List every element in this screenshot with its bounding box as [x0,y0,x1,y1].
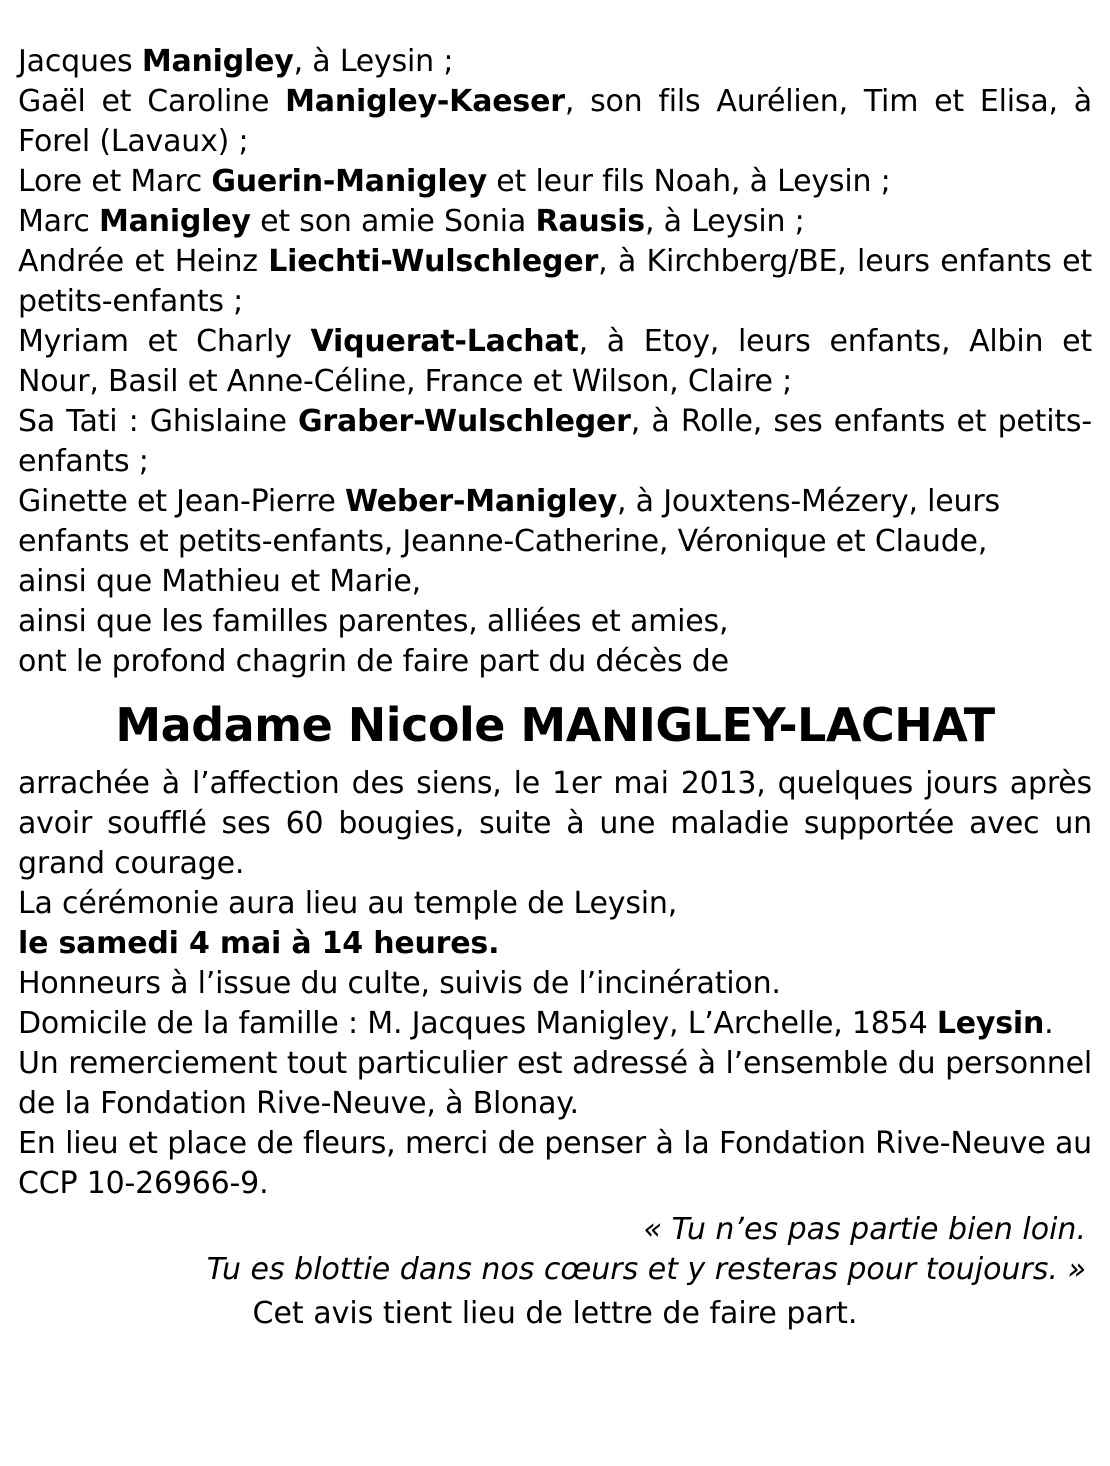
plain-text: , à Kirchberg/BE, leurs enfants et petits-enfants ; [18,244,1092,319]
plain-text: , à Jouxtens-Mézery, leurs [617,484,1000,519]
family-line [18,402,1092,482]
emphasis-text: Manigley [141,44,294,79]
emphasis-text: Guerin-Manigley [211,164,487,199]
plain-text: Ginette et Jean-Pierre [18,484,345,519]
plain-text: enfants et petits-enfants, Jeanne-Catherine, Véronique et Claude, [18,524,988,559]
emphasis-text: le samedi 4 mai à 14 heures. [18,926,500,961]
quote-line-2: Tu es blottie dans nos cœurs et y resteras pour toujours. » [206,1252,1086,1287]
family-line [18,82,1092,162]
plain-text: Lore et Marc [18,164,212,199]
family-line [18,42,1092,82]
deceased-name: Madame Nicole MANIGLEY-LACHAT [115,698,995,752]
plain-text: ont le profond chagrin de faire part du décès de [18,644,729,679]
family-lines-block [18,42,1092,682]
family-line [18,322,1092,402]
plain-text: , son fils Aurélien, Tim et Elisa, à Forel (Lavaux) ; [18,84,1092,159]
emphasis-text: Leysin [936,1006,1045,1041]
para-death [18,764,1092,884]
plain-text: Andrée et Heinz [18,244,269,279]
plain-text: , à Etoy, leurs enfants, Albin et Nour, Basil et Anne-Céline, France et Wilson, Claire ; [18,324,1092,399]
para-ceremony-date [18,924,1092,964]
plain-text: Jacques [18,44,142,79]
para-flowers [18,1124,1092,1204]
plain-text: Sa Tati : Ghislaine [18,404,298,439]
plain-text: , à Leysin ; [293,44,454,79]
plain-text: arrachée à l’affection des siens, le 1er mai 2013, quelques jours après avoir soufflé ses 60 bougies, suite à une maladie supportée avec un grand courage. [18,766,1092,881]
plain-text: Myriam et Charly [18,324,311,359]
para-ceremony [18,884,1092,924]
plain-text: Gaël et Caroline [18,84,286,119]
plain-text: Domicile de la famille : M. Jacques Manigley, L’Archelle, 1854 [18,1006,937,1041]
emphasis-text: Manigley-Kaeser [285,84,565,119]
plain-text: , à Rolle, ses enfants et petits-enfants ; [18,404,1092,479]
body-paragraphs-block [18,764,1092,1204]
emphasis-text: Graber-Wulschleger [298,404,631,439]
para-address [18,1004,1092,1044]
plain-text: Un remerciement tout particulier est adressé à l’ensemble du personnel de la Fondation Rive-Neuve, à Blonay. [18,1046,1092,1121]
emphasis-text: Manigley [98,204,251,239]
plain-text: . [1044,1006,1054,1041]
emphasis-text: Weber-Manigley [344,484,617,519]
family-line [18,482,1092,522]
para-honours [18,964,1092,1004]
emphasis-text: Viquerat-Lachat [310,324,579,359]
plain-text: et son amie Sonia [250,204,536,239]
family-line [18,602,1092,642]
emphasis-text: Rausis [535,204,645,239]
para-thanks [18,1044,1092,1124]
plain-text: , à Leysin ; [644,204,805,239]
quote-block [18,1210,1092,1290]
plain-text: Honneurs à l’issue du culte, suivis de l’incinération. [18,966,781,1001]
plain-text: Marc [18,204,99,239]
quote-line-1: « Tu n’es pas partie bien loin. [643,1212,1086,1247]
plain-text: En lieu et place de fleurs, merci de penser à la Fondation Rive-Neuve au CCP 10-26966-9. [18,1126,1092,1201]
family-line [18,162,1092,202]
family-line [18,642,1092,682]
family-line [18,562,1092,602]
plain-text: La cérémonie aura lieu au temple de Leysin, [18,886,678,921]
family-line [18,522,1092,562]
emphasis-text: Liechti-Wulschleger [268,244,599,279]
family-line [18,202,1092,242]
plain-text: ainsi que les familles parentes, alliées et amies, [18,604,729,639]
closing-note: Cet avis tient lieu de lettre de faire part. [252,1296,858,1331]
family-line [18,242,1092,322]
plain-text: ainsi que Mathieu et Marie, [18,564,421,599]
plain-text: et leur fils Noah, à Leysin ; [486,164,891,199]
